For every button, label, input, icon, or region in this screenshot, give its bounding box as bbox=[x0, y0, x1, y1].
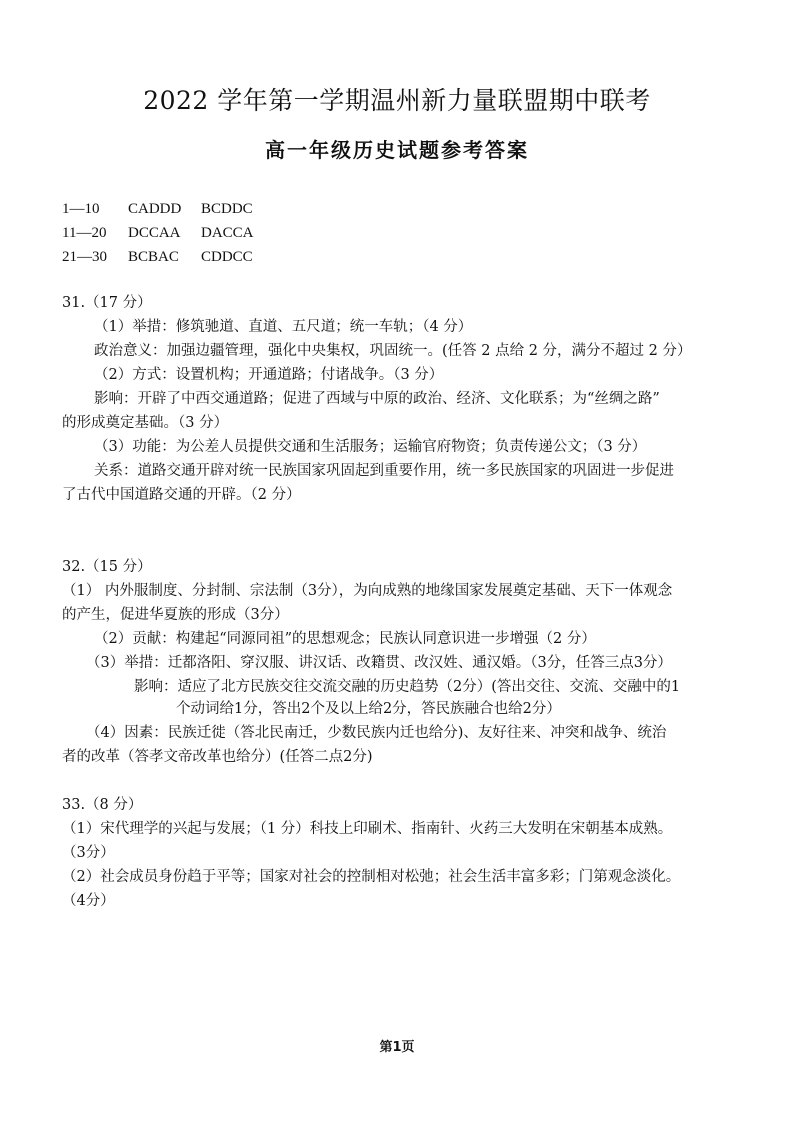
q31-line: 关系：道路交通开辟对统一民族国家巩固起到重要作用，统一多民族国家的巩固进一步促进 bbox=[94, 463, 674, 479]
q32-line: （4）因素：民族迁徙（答北民南迁，少数民族内迁也给分)、友好往来、冲突和战争、统治 bbox=[86, 725, 667, 741]
q32-line: （1） 内外服制度、分封制、宗法制（3分），为向成熟的地缘国家发展奠定基础、天下一体观念 bbox=[62, 583, 673, 599]
answer-group: CADDD bbox=[128, 201, 182, 217]
q31-line: 了古代中国道路交通的开辟。（2 分） bbox=[62, 487, 301, 503]
q32-line: （3）举措：迁都洛阳、穿汉服、讲汉话、改籍贯、改汉姓、通汉婚。（3分，任答三点3分） bbox=[86, 655, 672, 671]
answer-range: 21—30 bbox=[62, 249, 107, 265]
q32-line: 者的改革（答孝文帝改革也给分）(任答二点2分) bbox=[62, 749, 373, 765]
q31-line: （3）功能：为公差人员提供交通和生活服务；运输官府物资；负责传递公文；（3 分） bbox=[94, 439, 647, 455]
q33-line: （4分） bbox=[62, 893, 115, 909]
q31-line: 政治意义：加强边疆管理，强化中央集权，巩固统一。(任答 2 点给 2 分，满分不超过 2 分） bbox=[94, 343, 692, 359]
q33-line: （1）宋代理学的兴起与发展；（1 分）科技上印刷术、指南针、火药三大发明在宋朝基本成熟。 bbox=[62, 821, 673, 837]
answer-range: 11—20 bbox=[62, 225, 107, 241]
answer-group: DCCAA bbox=[128, 225, 181, 241]
q31-heading: 31.（17 分） bbox=[62, 295, 152, 311]
choice-answer-row bbox=[62, 246, 253, 268]
q31-line: （1）举措：修筑驰道、直道、五尺道；统一车轨；（4 分） bbox=[94, 319, 473, 335]
page-subtitle: 高一年级历史试题参考答案 bbox=[265, 138, 529, 162]
q33-heading: 33.（8 分） bbox=[62, 797, 143, 813]
choice-answer-row bbox=[62, 198, 253, 220]
q32-line: 影响：适应了北方民族交往交流交融的历史趋势（2分）(答出交往、交流、交融中的1 bbox=[134, 679, 681, 695]
q32-line: 个动词给1分，答出2个及以上给2分，答民族融合也给2分） bbox=[176, 701, 561, 717]
q33-line: （3分） bbox=[62, 845, 115, 861]
answer-group: CDDCC bbox=[201, 249, 253, 265]
q32-heading: 32.（15 分） bbox=[62, 559, 152, 575]
q33-line: （2）社会成员身份趋于平等；国家对社会的控制相对松弛；社会生活丰富多彩；门第观念淡化。 bbox=[62, 869, 681, 885]
choice-answer-row bbox=[62, 222, 254, 244]
page-number: 第1页 bbox=[379, 1040, 415, 1055]
q31-line: （2）方式：设置机构；开通道路；付诸战争。（3 分） bbox=[94, 367, 444, 383]
q31-line: 影响：开辟了中西交通道路；促进了西域与中原的政治、经济、文化联系；为“丝绸之路” bbox=[94, 391, 660, 407]
q31-line: 的形成奠定基础。（3 分） bbox=[62, 415, 229, 431]
answer-group: BCDDC bbox=[201, 201, 253, 217]
answer-group: BCBAC bbox=[128, 249, 179, 265]
answer-range: 1—10 bbox=[62, 201, 100, 217]
q32-line: （2）贡献：构建起“同源同祖”的思想观念；民族认同意识进一步增强（2 分） bbox=[94, 631, 596, 647]
page-title: 2022 学年第一学期温州新力量联盟期中联考 bbox=[143, 86, 651, 115]
q32-line: 的产生，促进华夏族的形成（3分） bbox=[62, 607, 289, 623]
answer-group: DACCA bbox=[201, 225, 254, 241]
